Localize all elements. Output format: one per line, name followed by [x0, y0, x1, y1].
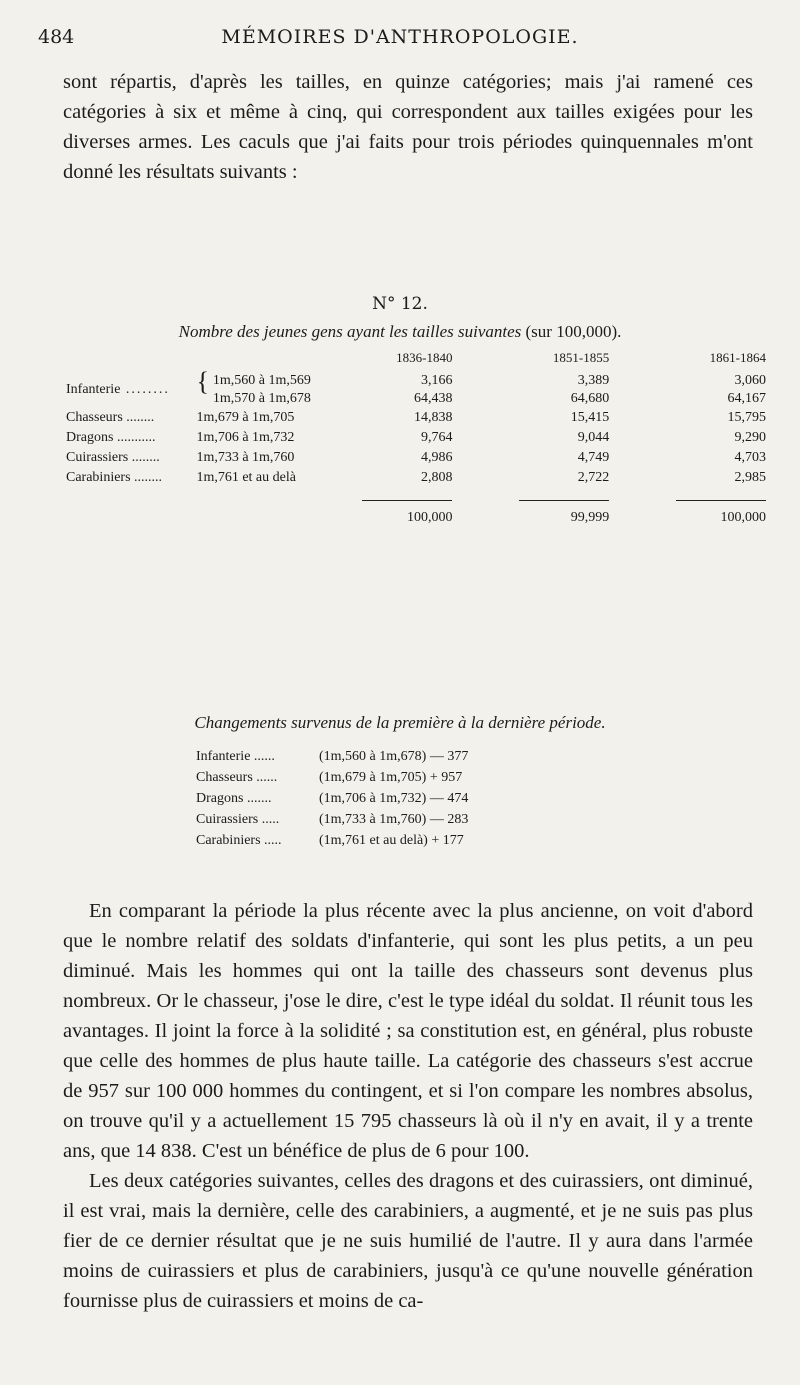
period-header: 1836-1840 [396, 350, 453, 365]
table-row: Cuirassiers ........ 1m,733 à 1m,760 4,986 4,749 4,703 [66, 448, 766, 468]
value-cell: 2,808 [420, 470, 453, 485]
table-row: Cuirassiers ..... (1m,733 à 1m,760) — 283 [196, 809, 468, 830]
value-cell: 2,985 [734, 470, 766, 485]
change-value: (1m,733 à 1m,760) — 283 [319, 811, 469, 827]
table-header-row [66, 344, 766, 372]
arm-label: Carabiniers [66, 470, 131, 485]
arm-label: Dragons [66, 430, 114, 445]
table-row: Dragons ....... (1m,706 à 1m,732) — 474 [196, 788, 468, 809]
total-row [66, 508, 766, 528]
change-value: (1m,761 et au delà) + 177 [319, 832, 464, 848]
table-caption-plain: (sur 100,000). [521, 322, 622, 341]
arm-label: Infanterie [196, 748, 251, 764]
range-cell: 1m,706 à 1m,732 [196, 430, 295, 445]
changes-table [196, 746, 468, 851]
value-cell: 15,415 [570, 410, 610, 425]
value-cell: 14,838 [413, 410, 453, 425]
change-value: (1m,679 à 1m,705) + 957 [319, 769, 463, 785]
value-cell: 3,166 [420, 373, 453, 388]
period-header: 1861-1864 [709, 350, 766, 365]
arm-label: Chasseurs [196, 769, 253, 785]
value-cell: 3,060 [734, 373, 766, 388]
value-cell: 4,749 [577, 450, 610, 465]
main-text [63, 896, 753, 1316]
arm-label: Chasseurs [66, 410, 123, 425]
table-caption-italic: Nombre des jeunes gens ayant les tailles suivantes [178, 322, 522, 341]
arm-label: Cuirassiers [66, 450, 129, 465]
value-cell: 9,290 [734, 430, 766, 445]
value-cell: 64,438 [413, 391, 453, 406]
arm-label: Infanterie [66, 382, 121, 397]
value-cell: 64,680 [570, 391, 610, 406]
value-cell: 9,764 [420, 430, 453, 445]
table-number: N° 12. [372, 294, 428, 314]
paragraph: Les deux catégories suivantes, celles des dragons et des cuirassiers, ont diminué, il est vrai, mais la dernière, celle des carabiniers, a augmenté, et je ne suis pas plus fier de ce dernier résultat que je ne suis humilié de l'autre. Il y aura dans l'armée moins de cuirassiers et plus de carabiniers, jusqu'à ce qu'une nouvelle génération fournisse plus de cuirassiers et moins de ca- [63, 1170, 753, 1312]
table-row: Carabiniers ........ 1m,761 et au delà 2,808 2,722 2,985 [66, 468, 766, 488]
value-cell: 64,167 [727, 391, 766, 406]
range-cell: 1m,761 et au delà [196, 470, 296, 485]
table-row: Infanterie ...... (1m,560 à 1m,678) — 377 [196, 746, 468, 767]
value-cell: 4,703 [734, 450, 766, 465]
running-title: MÉMOIRES D'ANTHROPOLOGIE. [221, 26, 579, 48]
intro-paragraph: sont répartis, d'après les tailles, en quinze catégories; mais j'ai ramené ces catégories à six et même à cinq, qui correspondent aux tailles exigées pour les diverses armes. Les caculs que j'ai faits pour trois périodes quinquennales m'ont donné les résultats suivants : [63, 71, 753, 183]
page-number: 484 [38, 26, 75, 48]
change-value: (1m,560 à 1m,678) — 377 [319, 748, 469, 764]
value-cell: 15,795 [727, 410, 766, 425]
table-row: Chasseurs ...... (1m,679 à 1m,705) + 957 [196, 767, 468, 788]
value-cell: 3,389 [577, 373, 610, 388]
range-cell: 1m,679 à 1m,705 [196, 410, 295, 425]
paragraph: En comparant la période la plus récente avec la plus ancienne, on voit d'abord que le nombre relatif des soldats d'infanterie, qui sont les plus petits, a un peu diminué. Mais les hommes qui ont la taille des chasseurs sont devenus plus nombreux. Or le chasseur, j'ose le dire, c'est le type idéal du soldat. Il réunit tous les avantages. Il joint la force à la solidité ; sa constitution est, en général, plus robuste que celle des hommes de plus haute taille. La catégorie des chasseurs s'est accrue de 957 sur 100 000 hommes du contingent, et si l'on compare les nombres absolus, on trouve qu'il y a actuellement 15 795 chasseurs là où il n'y en avait, il y a trente ans, que 14 838. C'est un bénéfice de plus de 6 pour 100. [63, 900, 753, 1162]
value-cell: 9,044 [577, 430, 610, 445]
value-cell: 2,722 [577, 470, 610, 485]
total-cell: 100,000 [406, 510, 453, 525]
changes-caption: Changements survenus de la première à la dernière période. [194, 713, 606, 732]
range-cell: 1m,570 à 1m,678 [212, 391, 311, 406]
arm-label: Carabiniers [196, 832, 261, 848]
table-row: Carabiniers ..... (1m,761 et au delà) + 177 [196, 830, 468, 851]
table-caption [40, 322, 760, 342]
range-cell: 1m,733 à 1m,760 [196, 450, 295, 465]
total-cell: 99,999 [570, 510, 610, 525]
table-row-infanterie: Infanterie ........ { 1m,560 à 1m,569 1m,570 à 1m,678 3,166 64,438 3,389 64,680 3,060 64,167 [66, 367, 766, 406]
range-cell: 1m,560 à 1m,569 [212, 373, 311, 388]
arm-label: Dragons [196, 790, 244, 806]
change-value: (1m,706 à 1m,732) — 474 [319, 790, 469, 806]
total-cell: 100,000 [720, 510, 766, 525]
value-cell: 4,986 [420, 450, 453, 465]
table-row: Dragons ........... 1m,706 à 1m,732 9,764 9,044 9,290 [66, 428, 766, 448]
running-header [38, 26, 762, 56]
period-header: 1851-1855 [552, 350, 610, 365]
table-row: Chasseurs ........ 1m,679 à 1m,705 14,838 15,415 15,795 [66, 408, 766, 428]
arm-label: Cuirassiers [196, 811, 259, 827]
rule-row [66, 488, 766, 508]
height-distribution-table [66, 344, 766, 528]
